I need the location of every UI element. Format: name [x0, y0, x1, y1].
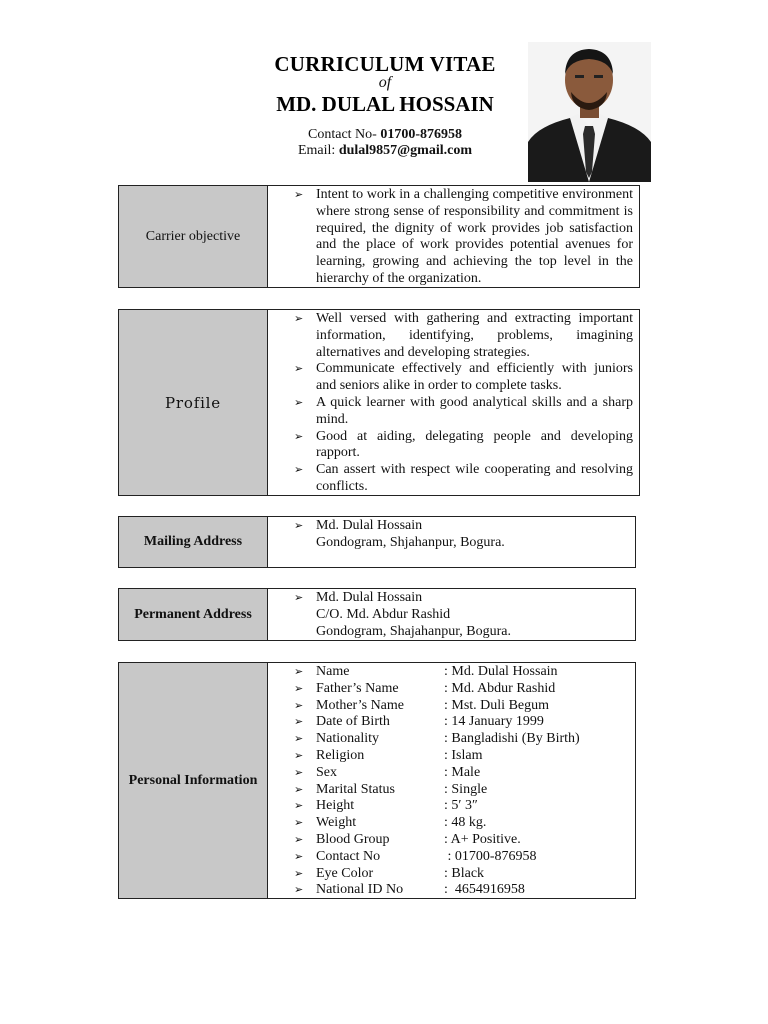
arrow-bullet-icon: ➢ [294, 884, 304, 897]
arrow-bullet-icon: ➢ [294, 733, 304, 746]
info-row-contact-no: ➢ Contact No : 01700-876958 [294, 848, 537, 864]
cv-header [240, 52, 530, 159]
info-row-height: ➢ Height : 5′ 3″ [294, 798, 478, 814]
list-item: ➢ Well versed with gathering and extracting important information, identifying, problems, imagining alternatives and developing strategies. [294, 311, 633, 360]
arrow-bullet-icon: ➢ [294, 396, 304, 409]
arrow-bullet-icon: ➢ [294, 783, 304, 796]
profile-photo [528, 42, 651, 182]
arrow-bullet-icon: ➢ [294, 313, 304, 325]
arrow-bullet-icon: ➢ [294, 363, 304, 376]
info-row-mothers-name: ➢ Mother’s Name : Mst. Duli Begum [294, 697, 550, 713]
section-profile [118, 309, 640, 496]
list-item: C/O. Md. Abdur Rashid [316, 606, 451, 622]
info-row-name: ➢ Name : Md. Dulal Hossain [294, 664, 558, 679]
section-label: Carrier objective [119, 186, 268, 287]
section-personal-information [118, 662, 636, 899]
list-item: ➢ Md. Dulal Hossain [294, 590, 423, 605]
candidate-name: MD. DULAL HOSSAIN [276, 92, 494, 116]
bullet-list [288, 590, 629, 640]
email-label: Email: [297, 143, 336, 158]
arrow-bullet-icon: ➢ [294, 766, 304, 779]
arrow-bullet-icon: ➢ [294, 464, 304, 477]
section-body [268, 310, 639, 495]
arrow-bullet-icon: ➢ [294, 592, 304, 604]
section-label: Personal Information [119, 663, 268, 898]
list-item: ➢ A quick learner with good analytical skills and a sharp mind. [294, 394, 633, 427]
arrow-bullet-icon: ➢ [294, 749, 304, 762]
email-value: dulal9857@gmail.com [338, 143, 473, 158]
bullet-list [288, 187, 633, 288]
section-carrier-objective [118, 185, 640, 288]
arrow-bullet-icon: ➢ [294, 699, 304, 712]
list-item: Gondogram, Shajahanpur, Bogura. [316, 623, 512, 639]
arrow-bullet-icon: ➢ [294, 867, 304, 880]
arrow-bullet-icon: ➢ [294, 833, 304, 846]
section-body [268, 663, 635, 898]
info-row-fathers-name: ➢ Father’s Name : Md. Abdur Rashid [294, 680, 556, 696]
arrow-bullet-icon: ➢ [294, 189, 304, 201]
info-list [288, 664, 629, 899]
info-row-marital-status: ➢ Marital Status : Single [294, 781, 488, 797]
info-row-sex: ➢ Sex : Male [294, 764, 481, 780]
arrow-bullet-icon: ➢ [294, 682, 304, 695]
info-row-eye-color: ➢ Eye Color : Black [294, 865, 485, 881]
bullet-list [288, 311, 633, 496]
list-item: ➢ Good at aiding, delegating people and developing rapport. [294, 428, 633, 461]
section-label: Mailing Address [119, 517, 268, 567]
section-label: Permanent Address [119, 589, 268, 640]
section-label: Profile [119, 310, 268, 495]
section-body [268, 186, 639, 287]
person-portrait-icon [528, 42, 651, 182]
contact-label: Contact No- [308, 127, 377, 142]
section-mailing-address [118, 516, 636, 568]
contact-line [240, 127, 530, 143]
arrow-bullet-icon: ➢ [294, 850, 304, 863]
bullet-list [288, 518, 629, 552]
arrow-bullet-icon: ➢ [294, 817, 304, 830]
title-of: of [378, 74, 392, 91]
list-item: ➢ Communicate effectively and efficiently with juniors and seniors alike in order to complete tasks. [294, 361, 633, 394]
info-row-blood-group: ➢ Blood Group : A+ Positive. [294, 831, 521, 847]
section-body [268, 517, 635, 567]
info-row-religion: ➢ Religion : Islam [294, 747, 483, 763]
info-row-date-of-birth: ➢ Date of Birth : 14 January 1999 [294, 714, 544, 730]
contact-value: 01700-876958 [380, 127, 462, 142]
list-item: ➢ Can assert with respect wile cooperating and resolving conflicts. [294, 462, 633, 494]
info-row-weight: ➢ Weight : 48 kg. [294, 815, 487, 831]
arrow-bullet-icon: ➢ [294, 716, 304, 729]
list-item: ➢ Md. Dulal Hossain [294, 518, 423, 533]
section-body [268, 589, 635, 640]
info-row-national-id: ➢ National ID No : 4654916958 [294, 882, 525, 898]
email-line [240, 143, 530, 159]
arrow-bullet-icon: ➢ [294, 520, 304, 532]
document-title: CURRICULUM VITAE [274, 52, 496, 76]
info-row-nationality: ➢ Nationality : Bangladishi (By Birth) [294, 731, 580, 747]
arrow-bullet-icon: ➢ [294, 430, 304, 443]
list-item: Gondogram, Shjahanpur, Bogura. [316, 534, 505, 550]
arrow-bullet-icon: ➢ [294, 800, 304, 813]
section-permanent-address [118, 588, 636, 641]
arrow-bullet-icon: ➢ [294, 666, 304, 678]
list-item: ➢ Intent to work in a challenging competitive environment where strong sense of responsibility and commitment is required, the dignity of work provides job satisfaction and the place of work provides potential avenues for learning, growing and achieving the top level in the hierarchy of the organization. [294, 187, 633, 286]
